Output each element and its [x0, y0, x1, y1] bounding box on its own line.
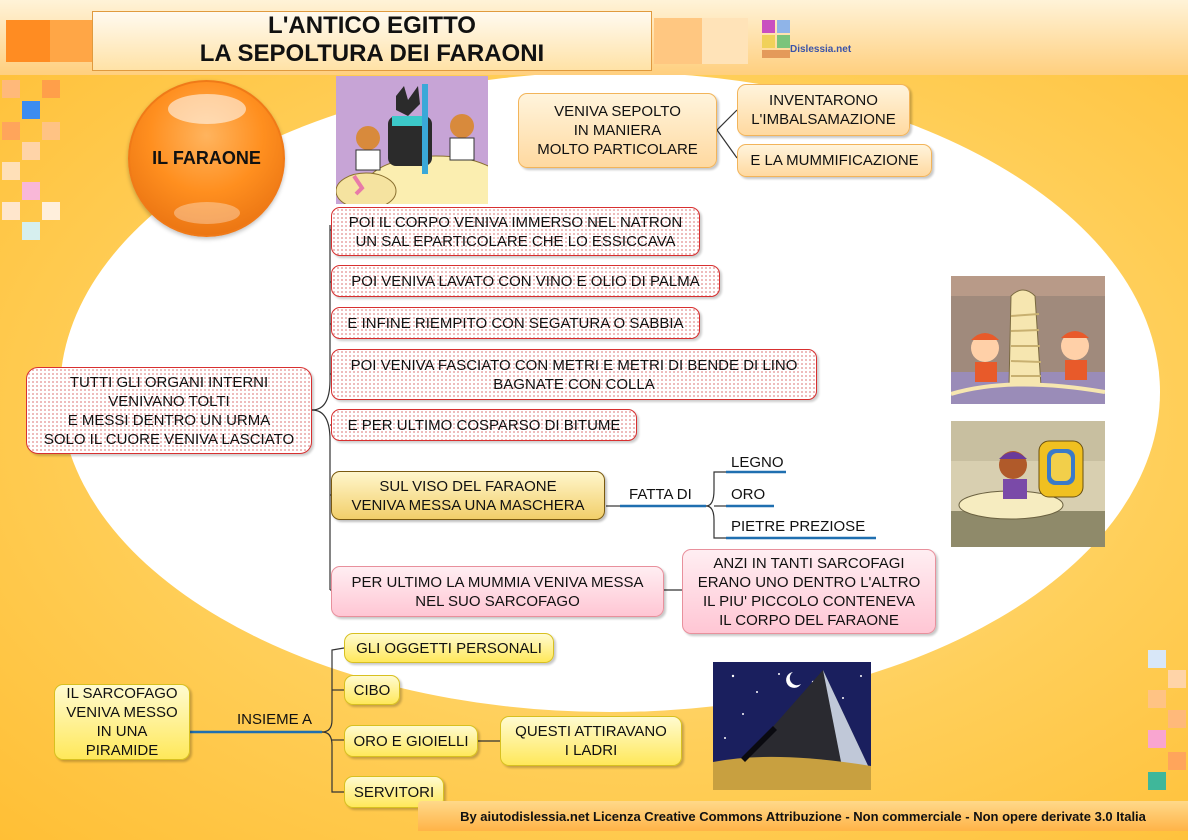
node-maschera[interactable]	[331, 471, 605, 520]
logo-text: Dislessia.net	[790, 44, 852, 55]
node-cibo-text: CIBO	[353, 681, 391, 699]
node-sepolto-text: VENIVA SEPOLTO IN MANIERA MOLTO PARTICOLARE	[537, 103, 698, 158]
mummy-wrapping-picture	[951, 276, 1105, 404]
label-legno: LEGNO	[731, 454, 784, 471]
faraone-circle[interactable]	[128, 80, 285, 237]
node-riempito[interactable]	[331, 307, 700, 339]
node-natron[interactable]	[331, 207, 700, 256]
node-riempito-text: E INFINE RIEMPITO CON SEGATURA O SABBIA	[347, 314, 684, 332]
node-servitori-text: SERVITORI	[353, 783, 435, 801]
node-maschera-text: SUL VISO DEL FARAONE VENIVA MESSA UNA MASCHERA	[351, 477, 585, 514]
golden-mask-picture	[951, 421, 1105, 547]
node-organi-text: TUTTI GLI ORGANI INTERNI VENIVANO TOLTI E MESSI DENTRO UN URMA SOLO IL CUORE VENIVA LASCIATO	[43, 373, 295, 448]
node-mummificazione[interactable]	[737, 144, 932, 177]
faraone-label: IL FARAONE	[152, 148, 261, 168]
label-insieme: INSIEME A	[237, 711, 313, 728]
node-bitume[interactable]	[331, 409, 637, 441]
node-ladri-text: QUESTI ATTIRAVANO I LADRI	[515, 723, 667, 759]
label-fatta-di: FATTA DI	[629, 486, 692, 503]
title-line-2: LA SEPOLTURA DEI FARAONI	[199, 40, 545, 67]
node-fasciato[interactable]	[331, 349, 817, 400]
pyramid-night-picture	[713, 662, 871, 790]
node-oggetti-text: GLI OGGETTI PERSONALI	[356, 639, 542, 657]
anubis-embalming-picture	[336, 76, 488, 204]
node-piramide[interactable]	[54, 684, 190, 760]
title-line-1: L'ANTICO EGITTO	[268, 12, 476, 39]
node-ladri[interactable]	[500, 716, 682, 766]
gloss-bottom	[174, 202, 240, 224]
node-oro-gioielli[interactable]	[344, 725, 478, 757]
node-oggetti[interactable]	[344, 633, 554, 663]
gloss-top	[168, 94, 246, 124]
node-piramide-text: IL SARCOFAGO VENIVA MESSO IN UNA PIRAMIDE	[66, 685, 178, 759]
node-fasciato-text: POI VENIVA FASCIATO CON METRI E METRI DI BENDE DI LINO BAGNATE CON COLLA	[350, 356, 798, 393]
node-sarcofagi[interactable]	[682, 549, 936, 634]
footer-bar	[418, 801, 1188, 831]
label-pietre: PIETRE PREZIOSE	[731, 518, 866, 535]
node-imbalsamazione[interactable]	[737, 84, 910, 136]
node-sarcofagi-text: ANZI IN TANTI SARCOFAGI ERANO UNO DENTRO L'ALTRO IL PIU' PICCOLO CONTENEVA IL CORPO DEL FARAONE	[697, 554, 921, 629]
node-imbalsamazione-text: INVENTARONO L'IMBALSAMAZIONE	[751, 92, 896, 128]
node-sarcofago-mummia[interactable]	[331, 566, 664, 617]
label-oro: ORO	[731, 486, 766, 503]
node-organi[interactable]	[26, 367, 312, 454]
node-lavato[interactable]	[331, 265, 720, 297]
node-natron-text: POI IL CORPO VENIVA IMMERSO NEL NATRON UN SAL EPARTICOLARE CHE LO ESSICCAVA	[348, 213, 683, 250]
node-cibo[interactable]	[344, 675, 400, 705]
node-oro-gioielli-text: ORO E GIOIELLI	[353, 732, 469, 750]
node-sepolto[interactable]	[518, 93, 717, 168]
footer-license-text: By aiutodislessia.net Licenza Creative Commons Attribuzione - Non commerciale - Non opere derivate 3.0 Italia	[460, 808, 1146, 824]
node-mummificazione-text: E LA MUMMIFICAZIONE	[750, 152, 919, 169]
node-sarcofago-mummia-text: PER ULTIMO LA MUMMIA VENIVA MESSA NEL SUO SARCOFAGO	[351, 573, 644, 610]
node-lavato-text: POI VENIVA LAVATO CON VINO E OLIO DI PALMA	[351, 272, 700, 290]
node-bitume-text: E PER ULTIMO COSPARSO DI BITUME	[347, 416, 621, 434]
